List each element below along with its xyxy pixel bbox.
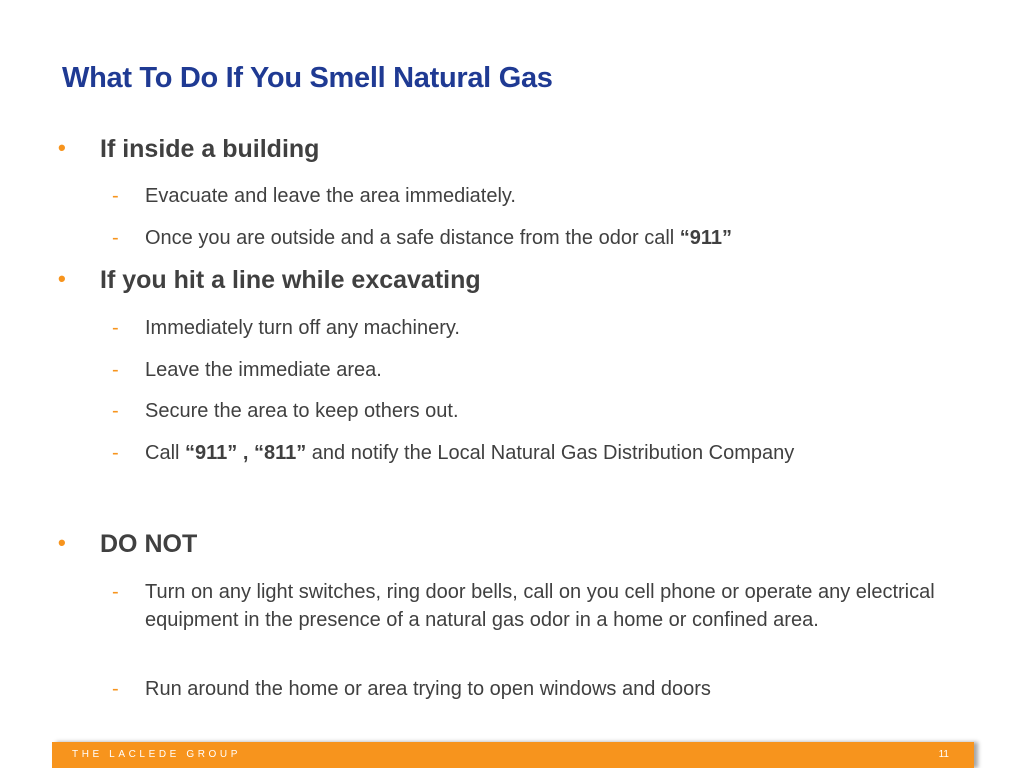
sub-item-text: and notify the Local Natural Gas Distribution Company xyxy=(306,442,795,464)
sub-item xyxy=(112,578,942,634)
emphasis-911: “911” xyxy=(679,227,733,249)
bullet-heading: If inside a building xyxy=(100,135,320,163)
footer-bar xyxy=(52,742,974,768)
bullet-heading: If you hit a line while excavating xyxy=(100,266,481,294)
bullet-heading: DO NOT xyxy=(100,530,198,558)
sub-item xyxy=(112,182,516,210)
sub-item xyxy=(112,675,711,703)
sub-item xyxy=(112,397,459,425)
slide-title: What To Do If You Smell Natural Gas xyxy=(62,62,553,94)
sub-item-text: Call xyxy=(145,442,186,464)
sub-item-text: Secure the area to keep others out. xyxy=(145,400,459,422)
sub-item-text: Leave the immediate area. xyxy=(145,359,382,381)
bullet-dot-icon: • xyxy=(58,530,66,555)
page-number: 11 xyxy=(938,749,949,760)
sub-item xyxy=(112,439,794,467)
dash-icon: - xyxy=(112,185,119,207)
sub-item-text: Once you are outside and a safe distance from the odor call xyxy=(145,227,680,249)
bullet-dot-icon: • xyxy=(58,266,66,291)
dash-icon: - xyxy=(112,227,119,249)
dash-icon: - xyxy=(112,359,119,381)
dash-icon: - xyxy=(112,678,119,700)
sub-item-text: Turn on any light switches, ring door bells, call on you cell phone or operate any electrical equipment in the presence of a natural gas odor in a home or confined area. xyxy=(145,581,935,631)
dash-icon: - xyxy=(112,317,119,339)
dash-icon: - xyxy=(112,400,119,422)
sub-item xyxy=(112,314,460,342)
company-name: THE LACLEDE GROUP xyxy=(72,749,242,760)
dash-icon: - xyxy=(112,581,119,603)
bullet-hit-line xyxy=(58,266,481,295)
bullet-dot-icon: • xyxy=(58,135,66,160)
sub-item xyxy=(112,224,732,252)
dash-icon: - xyxy=(112,442,119,464)
sub-item-text: Run around the home or area trying to open windows and doors xyxy=(145,678,711,700)
sub-item-text: Evacuate and leave the area immediately. xyxy=(145,185,516,207)
sub-item-text: Immediately turn off any machinery. xyxy=(145,317,460,339)
bullet-inside-building xyxy=(58,135,319,164)
emphasis-911-811: “911” , “811” xyxy=(185,442,307,464)
sub-item xyxy=(112,356,382,384)
bullet-do-not xyxy=(58,530,197,559)
